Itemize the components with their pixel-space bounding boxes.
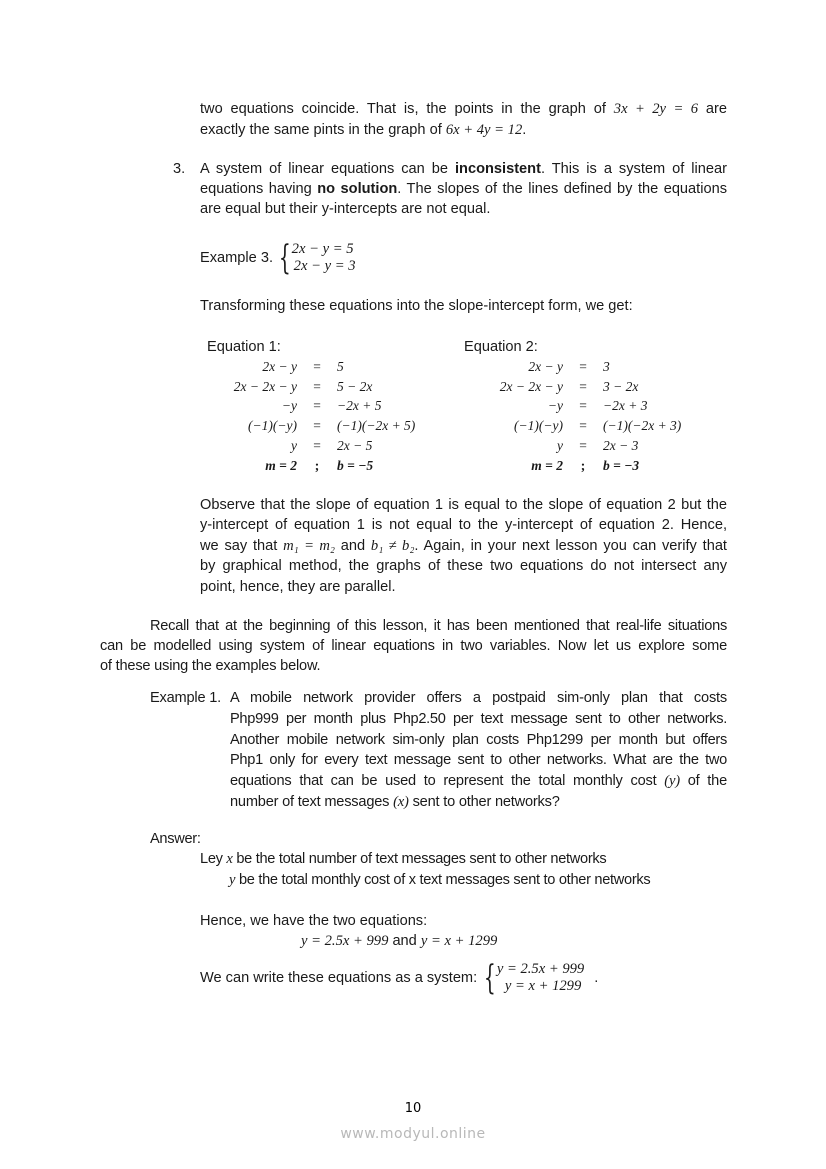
lhs: y <box>557 438 563 454</box>
lhs: −y <box>547 398 563 414</box>
text: are <box>698 101 727 117</box>
system-equation-2: y = x + 1299 <box>504 978 582 994</box>
text: exactly the same pints in the graph of <box>200 122 446 138</box>
text: two equations coincide. That is, the points in the graph of <box>200 101 614 117</box>
text: be the total number of text messages sent to other networks <box>232 851 607 867</box>
variable-y: (y) <box>664 773 680 789</box>
variable-x: (x) <box>393 794 409 810</box>
list-number-3: 3. <box>173 161 186 177</box>
two-equations <box>301 931 497 951</box>
recall-line-1: Recall that at the beginning of this lesson, it has been mentioned that real-life situations <box>150 618 727 634</box>
equation1-title: Equation 1: <box>207 339 281 355</box>
example1-label: Example 1. <box>150 690 222 706</box>
text: and <box>334 538 371 554</box>
derivation-row <box>481 436 723 456</box>
system-equation-1: 2x − y = 5 <box>291 241 354 257</box>
recall-line-3: of these using the examples below. <box>100 658 321 674</box>
text: number of text messages <box>230 794 394 810</box>
equation2-derivation <box>481 357 723 476</box>
equation2-title: Equation 2: <box>464 339 538 355</box>
derivation-final-row <box>481 456 723 476</box>
equation-2: y = x + 1299 <box>420 933 498 949</box>
equation-system <box>481 958 585 998</box>
text: . The slopes of the lines defined by the equations <box>397 181 727 197</box>
text: and <box>388 933 421 949</box>
item3-line-1 <box>200 159 727 179</box>
separator: ; <box>580 457 586 473</box>
lhs: (−1)(−y) <box>514 418 563 434</box>
system-equation-1: y = 2.5x + 999 <box>496 961 585 977</box>
system-equation-2: 2x − y = 3 <box>293 258 356 274</box>
example1-line-2: Php999 per month plus Php2.50 per text message sent to other networks. <box>230 711 727 727</box>
answer-let-y <box>229 870 650 890</box>
text: equations having <box>200 181 318 197</box>
equals: = <box>313 398 321 414</box>
rhs: (−1)(−2x + 3) <box>603 418 682 434</box>
derivation-row <box>215 397 457 417</box>
equals: = <box>313 378 321 394</box>
equals: = <box>313 418 321 434</box>
example3-label: Example 3. <box>200 250 274 266</box>
slope: m = 2 <box>265 457 297 473</box>
lhs: (−1)(−y) <box>248 418 297 434</box>
left-brace-icon: { <box>484 958 496 998</box>
left-brace-icon: { <box>278 238 291 278</box>
text: of the <box>679 773 727 789</box>
derivation-row <box>481 397 723 417</box>
transform-text: Transforming these equations into the slope-intercept form, we get: <box>200 298 633 314</box>
item3-line-3: are equal but their y-intercepts are not equal. <box>200 201 491 217</box>
answer-label: Answer: <box>150 831 201 847</box>
derivation-row <box>481 416 723 436</box>
term-inconsistent: inconsistent <box>455 161 541 177</box>
equation-1: y = 2.5x + 999 <box>301 933 389 949</box>
equals: = <box>313 438 321 454</box>
equals: = <box>579 438 587 454</box>
equals: = <box>579 378 587 394</box>
rhs: 5 − 2x <box>337 378 373 394</box>
term-no-solution: no solution <box>317 181 398 197</box>
equals: = <box>313 358 321 374</box>
equals: = <box>579 398 587 414</box>
variable-y: y <box>229 872 236 888</box>
rhs: 2x − 5 <box>337 438 373 454</box>
equals: = <box>579 418 587 434</box>
observe-line-3 <box>200 536 727 556</box>
continuation-line-1 <box>200 99 727 119</box>
observe-line-5: point, hence, they are parallel. <box>200 579 396 595</box>
y-intercept: b = −5 <box>337 457 374 473</box>
slope-equality: m₁ = m₂ <box>283 538 335 554</box>
answer-let-x <box>200 849 606 869</box>
observe-line-1: Observe that the slope of equation 1 is equal to the slope of equation 2 but the <box>200 497 727 513</box>
example1-line-1: A mobile network provider offers a postpaid sim-only plan that costs <box>230 690 727 706</box>
text: . <box>594 970 599 986</box>
example1-line-4: Php1 only for every text message sent to other networks. What are the two <box>230 752 727 768</box>
derivation-row <box>215 436 457 456</box>
text: Ley <box>200 851 227 867</box>
derivation-row <box>481 377 723 397</box>
example1-line-3: Another mobile network sim-only plan costs Php1299 per month but offers <box>230 732 727 748</box>
lhs: 2x − y <box>262 358 297 374</box>
continuation-line-2 <box>200 120 526 140</box>
rhs: 5 <box>337 358 344 374</box>
hence-text: Hence, we have the two equations: <box>200 913 428 929</box>
rhs: −2x + 5 <box>337 398 382 414</box>
recall-line-2: can be modelled using system of linear equations in two variables. Now let us explore some <box>100 638 727 654</box>
slope: m = 2 <box>531 457 563 473</box>
lhs: −y <box>281 398 297 414</box>
intercept-inequality: b₁ ≠ b₂ <box>370 538 415 554</box>
derivation-final-row <box>215 456 457 476</box>
watermark: www.modyul.online <box>340 1126 486 1142</box>
text: sent to other networks? <box>408 794 560 810</box>
lhs: 2x − 2x − y <box>233 378 297 394</box>
derivation-row <box>481 357 723 377</box>
rhs: −2x + 3 <box>603 398 648 414</box>
text: We can write these equations as a system: <box>200 970 482 986</box>
example3 <box>200 238 356 278</box>
equals: = <box>579 358 587 374</box>
equation-inline: 3x + 2y = 6 <box>613 101 699 117</box>
system-statement <box>200 958 599 998</box>
text: . <box>522 122 527 138</box>
lhs: y <box>291 438 297 454</box>
text: equations that can be used to represent the total monthly cost <box>230 773 665 789</box>
separator: ; <box>314 457 320 473</box>
observe-line-2: y-intercept of equation 1 is not equal to the y-intercept of equation 2. Hence, <box>200 517 727 533</box>
lhs: 2x − 2x − y <box>499 378 563 394</box>
text: . Again, in your next lesson you can verify that <box>414 538 727 554</box>
rhs: 3 − 2x <box>603 378 639 394</box>
rhs: 2x − 3 <box>603 438 639 454</box>
rhs: (−1)(−2x + 5) <box>337 418 416 434</box>
equation1-derivation <box>215 357 457 476</box>
y-intercept: b = −3 <box>603 457 640 473</box>
variable-x: x <box>226 851 233 867</box>
rhs: 3 <box>603 358 610 374</box>
text: we say that <box>200 538 284 554</box>
derivation-row <box>215 416 457 436</box>
equation-inline: 6x + 4y = 12 <box>445 122 523 138</box>
derivation-row <box>215 357 457 377</box>
example1-line-5 <box>230 771 727 791</box>
lhs: 2x − y <box>528 358 563 374</box>
item3-line-2 <box>200 179 727 199</box>
example1-line-6 <box>230 792 560 812</box>
observe-line-4: by graphical method, the graphs of these two equations do not intersect any <box>200 558 727 574</box>
derivation-row <box>215 377 457 397</box>
text: be the total monthly cost of x text messages sent to other networks <box>235 872 651 888</box>
page-number: 10 <box>404 1101 422 1116</box>
text: A system of linear equations can be <box>200 161 455 177</box>
equation-system <box>276 238 356 278</box>
text: . This is a system of linear <box>540 161 727 177</box>
